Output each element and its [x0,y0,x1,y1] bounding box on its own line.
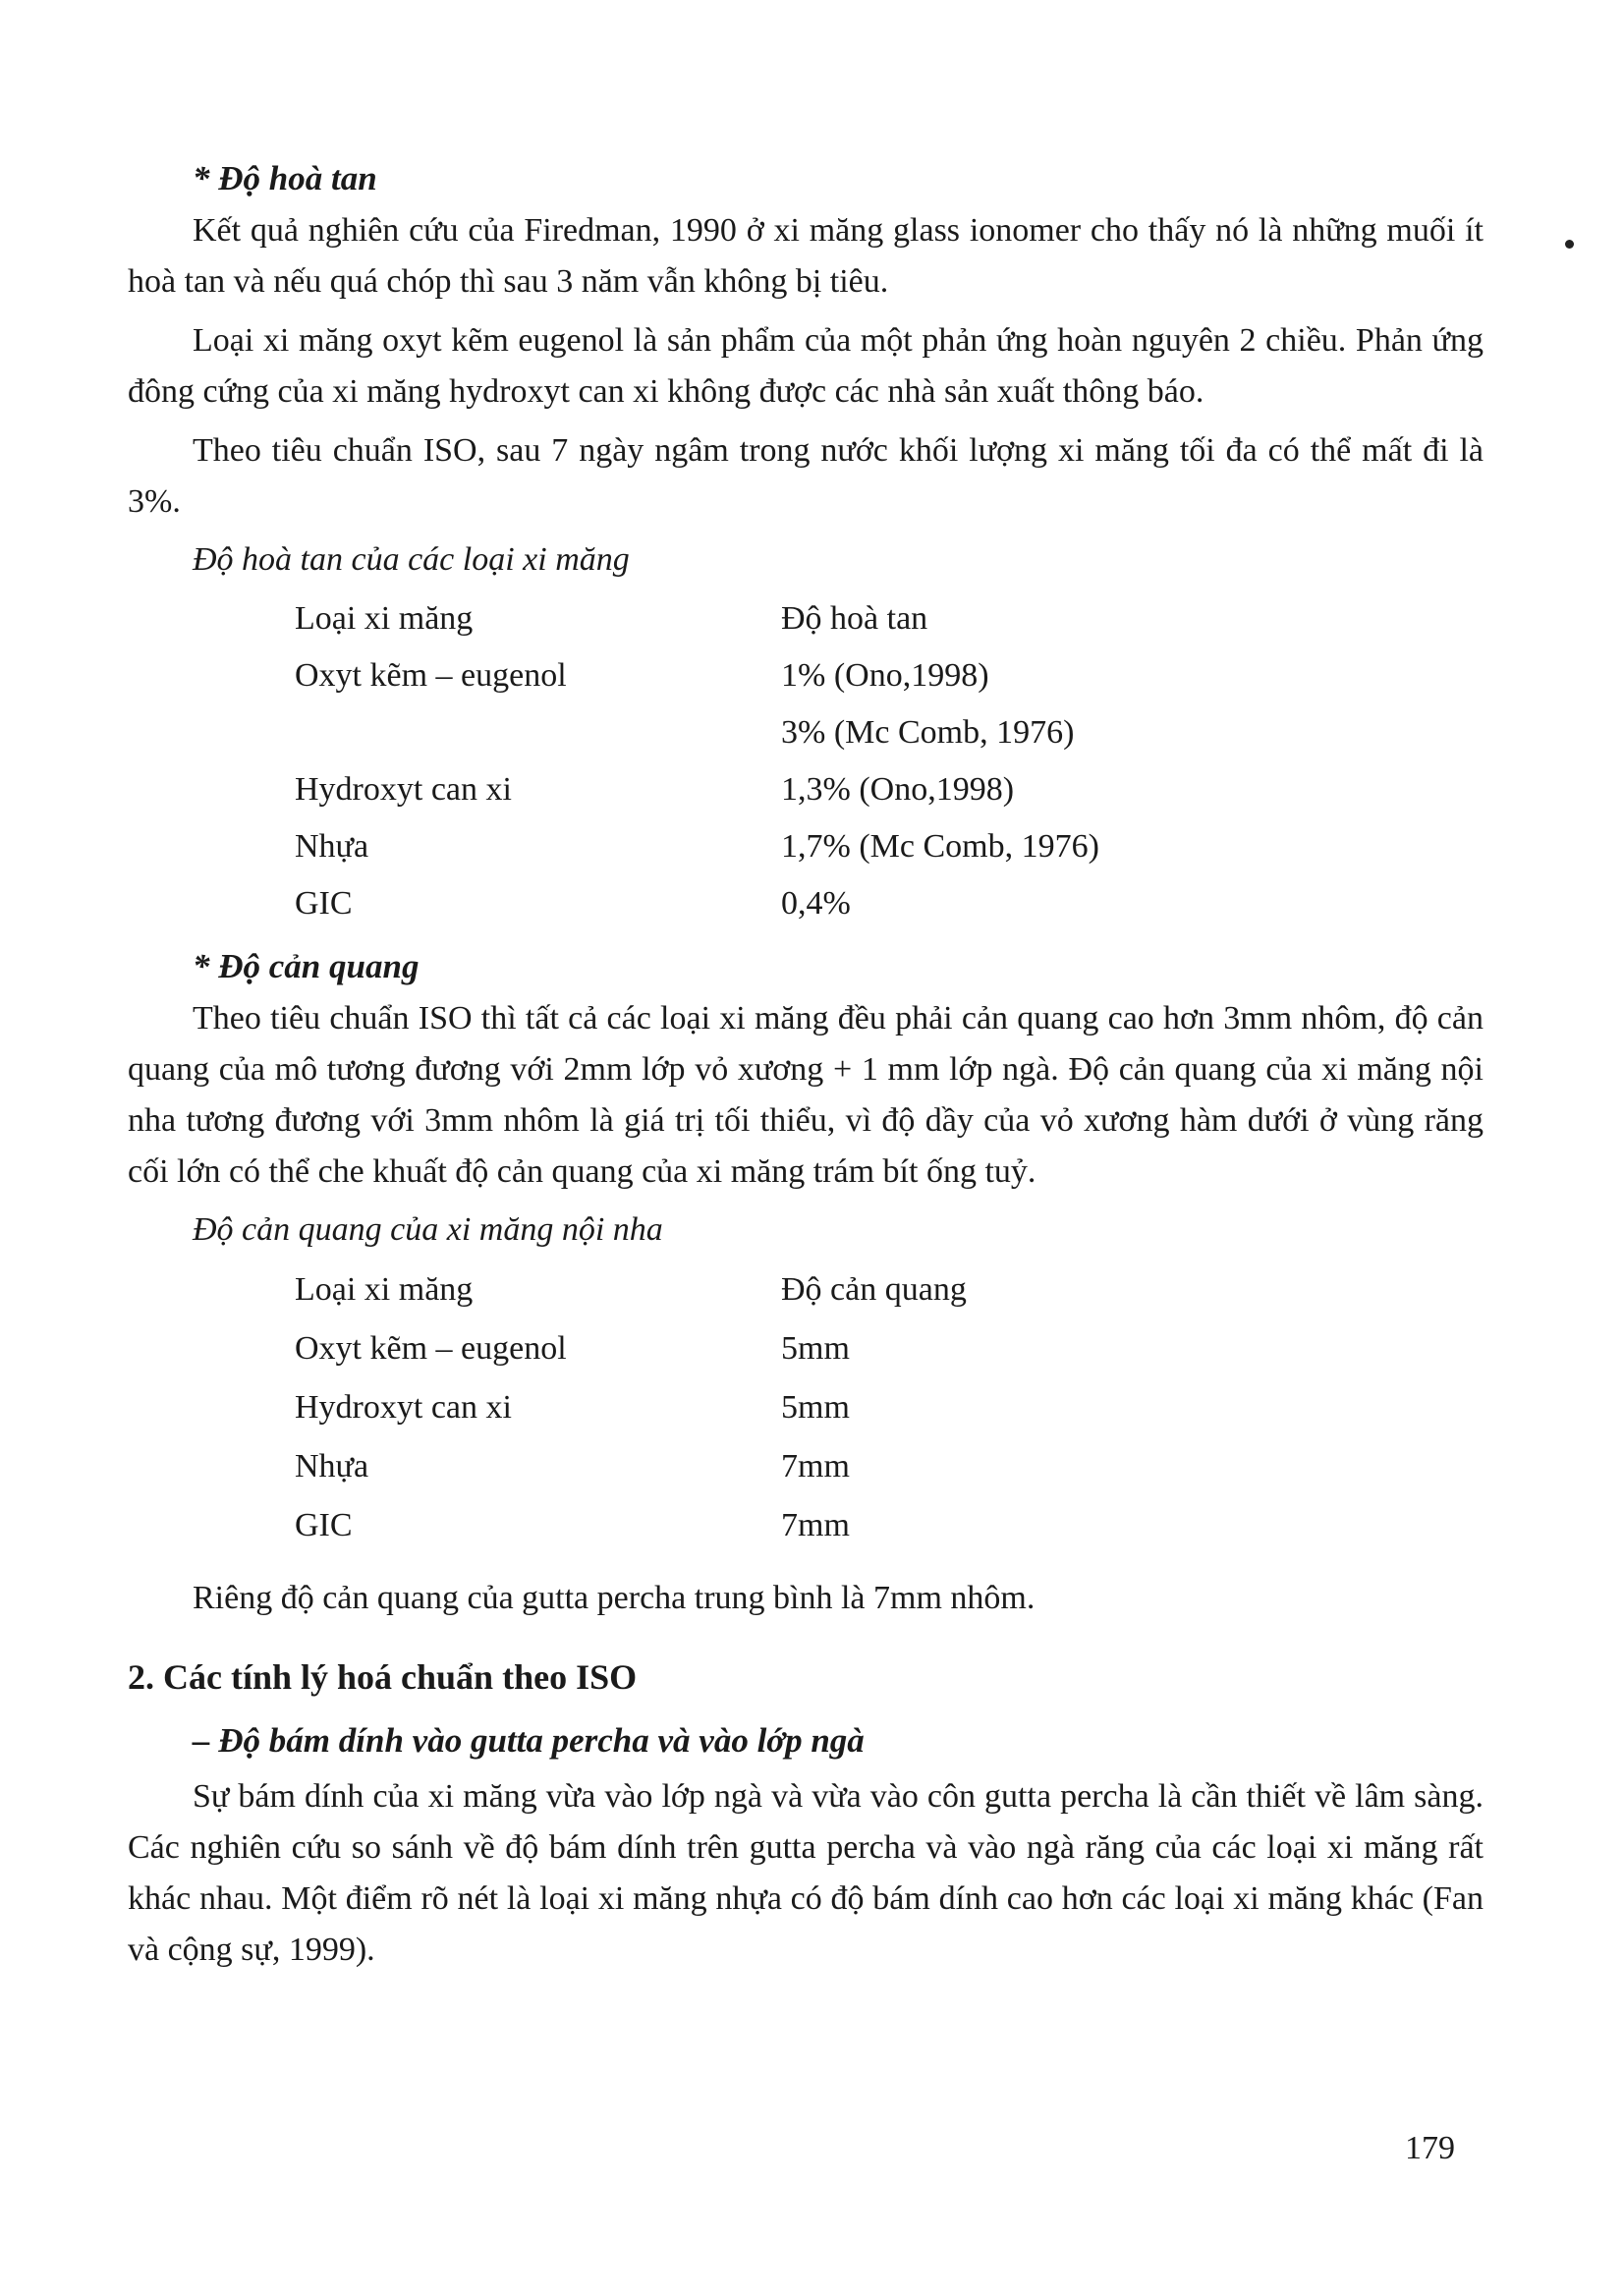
table-row [295,1378,967,1437]
table-cell: 5mm [781,1330,850,1367]
table-cell: Oxyt kẽm – eugenol [295,1330,567,1367]
adhesion-subheading: – Độ bám dính vào gutta percha và vào lớp ngà [193,1721,865,1760]
table-cell: 3% (Mc Comb, 1976) [781,714,1075,751]
solubility-paragraph-3: Theo tiêu chuẩn ISO, sau 7 ngày ngâm trong nước khối lượng xi măng tối đa có thể mất đi là 3%. [128,432,1484,520]
page-number: 179 [1405,2130,1455,2166]
solubility-table-caption: Độ hoà tan của các loại xi măng [193,541,630,578]
table-row [295,875,1099,932]
table-header-row [295,1260,967,1319]
radiopacity-note: Riêng độ cản quang của gutta percha trung bình là 7mm nhôm. [193,1580,1036,1616]
solubility-table [295,590,1099,932]
table-row [295,1496,967,1555]
table-row [295,647,1099,704]
radiopacity-heading: * Độ cản quang [193,947,420,985]
table-row [295,1319,967,1378]
table-cell [295,704,781,761]
table-cell: 1,3% (Ono,1998) [781,771,1015,808]
solubility-paragraph-1: Kết quả nghiên cứu của Firedman, 1990 ở xi măng glass ionomer cho thấy nó là những muối ít hoà tan và nếu quá chóp thì sau 3 năm vẫn không bị tiêu. [128,212,1484,300]
table-cell: Hydroxyt can xi [295,771,512,808]
table-cell: 7mm [781,1448,850,1484]
table-cell: Nhựa [295,828,369,865]
table-cell: 5mm [781,1389,850,1426]
table-cell: Nhựa [295,1448,369,1484]
table-cell: GIC [295,1507,353,1543]
adhesion-paragraph: Sự bám dính của xi măng vừa vào lớp ngà và vừa vào côn gutta percha là cần thiết về lâm sàng. Các nghiên cứu so sánh về độ bám dính trên gutta percha và vào ngà răng của các loại xi măng rất khác nhau. Một điểm rõ nét là loại xi măng nhựa có độ bám dính cao hơn các loại xi măng khác (Fan và cộng sự, 1999). [128,1778,1484,1968]
column-header: Độ cản quang [781,1271,967,1308]
table-row [295,818,1099,875]
table-row [295,1437,967,1496]
column-header: Loại xi măng [295,1271,474,1308]
column-header: Độ hoà tan [781,600,928,637]
table-cell: 7mm [781,1507,850,1543]
table-cell: 1% (Ono,1998) [781,657,989,694]
radiopacity-paragraph: Theo tiêu chuẩn ISO thì tất cả các loại xi măng đều phải cản quang cao hơn 3mm nhôm, độ cản quang của mô tương đương với 2mm lớp vỏ xương + 1 mm lớp ngà. Độ cản quang của xi măng nội nha tương đương với 3mm nhôm là giá trị tối thiểu, vì độ dầy của vỏ xương hàm dưới ở vùng răng cối lớn có thể che khuất độ cản quang của xi măng trám bít ống tuỷ. [128,1000,1484,1190]
radiopacity-table [295,1260,967,1555]
table-cell: 1,7% (Mc Comb, 1976) [781,828,1099,865]
radiopacity-table-caption: Độ cản quang của xi măng nội nha [193,1211,663,1248]
column-header: Loại xi măng [295,600,474,637]
scan-mark [1565,240,1574,249]
table-row [295,704,1099,761]
solubility-heading: * Độ hoà tan [193,159,377,197]
table-cell: 0,4% [781,885,851,922]
page-content [128,152,1484,1976]
solubility-paragraph-2: Loại xi măng oxyt kẽm eugenol là sản phẩm của một phản ứng hoàn nguyên 2 chiều. Phản ứng đông cứng của xi măng hydroxyt can xi không được các nhà sản xuất thông báo. [128,322,1484,410]
table-cell: Hydroxyt can xi [295,1389,512,1426]
table-cell: GIC [295,885,353,922]
table-row [295,761,1099,818]
table-cell: Oxyt kẽm – eugenol [295,657,567,694]
section-title: 2. Các tính lý hoá chuẩn theo ISO [128,1657,638,1697]
table-header-row [295,590,1099,647]
